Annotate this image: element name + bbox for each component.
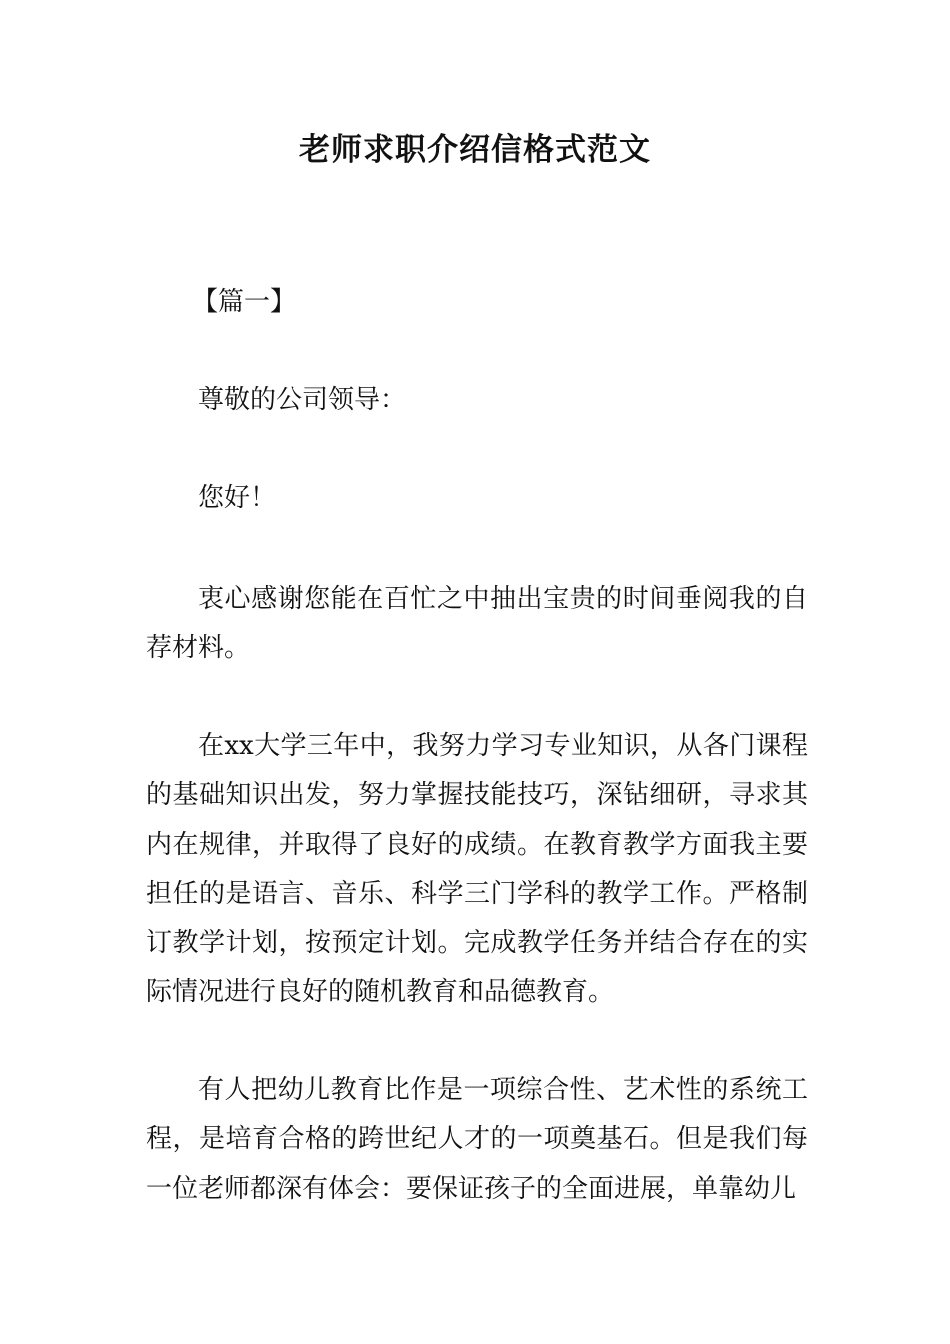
document-title: 老师求职介绍信格式范文 [299,132,651,168]
body-paragraph-2: 在xx大学三年中，我努力学习专业知识，从各门课程的基础知识出发，努力掌握技能技巧，深钻细研，寻求其内在规律，并取得了良好的成绩。在教育教学方面我主要担任的是语言、音乐、科学三门学科的教学工作。严格制订教学计划，按预定计划。完成教学任务并结合存在的实际情况进行良好的随机教育和品德教育。 [146,731,808,1008]
section-label: 【篇一】 [192,287,297,317]
body-paragraph-3: 有人把幼儿教育比作是一项综合性、艺术性的系统工程，是培育合格的跨世纪人才的一项奠基石。但是我们每一位老师都深有体会：要保证孩子的全面进展，单靠幼儿 [146,1075,808,1204]
body-paragraph-1: 衷心感谢您能在百忙之中抽出宝贵的时间垂阅我的自荐材料。 [146,584,808,664]
salutation: 尊敬的公司领导： [198,385,407,415]
greeting: 您好！ [198,483,277,513]
